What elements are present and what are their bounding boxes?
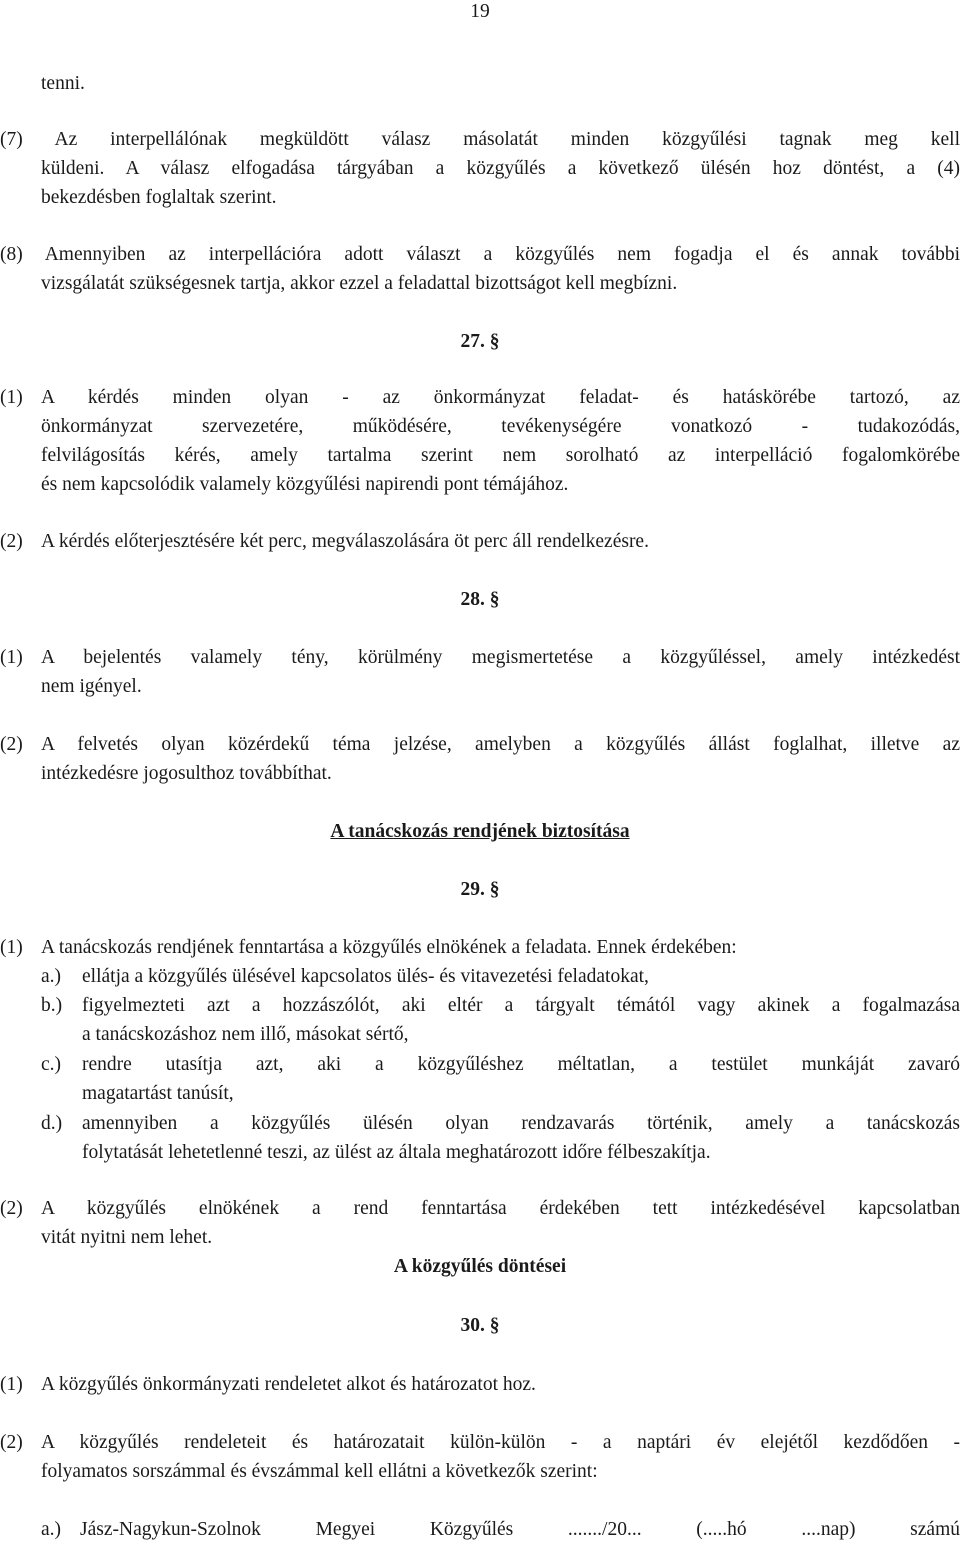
paragraph-marker: (1) — [0, 1374, 23, 1395]
subtitle: A közgyűlés döntései — [393, 1256, 567, 1277]
list-item-line: folytatását lehetetlenné teszi, az ülést az általa meghatározott időre félbeszakítja. — [82, 1142, 711, 1163]
paragraph-line: (8) Amennyiben az interpellációra adott választ a közgyűlés nem fogadja el és annak további — [0, 244, 960, 265]
paragraph-line: tenni. — [41, 73, 85, 94]
subtitle: A tanácskozás rendjének biztosítása — [330, 821, 630, 842]
paragraph-line: vitát nyitni nem lehet. — [41, 1227, 213, 1248]
paragraph-marker: (2) — [0, 1198, 23, 1219]
list-item-line: magatartást tanúsít, — [82, 1083, 234, 1104]
list-marker: d.) — [41, 1113, 63, 1134]
paragraph-line: A közgyűlés rendeleteit és határozatait külön-külön - a naptári év elejétől kezdődően - — [41, 1432, 960, 1453]
paragraph-line: A felvetés olyan közérdekű téma jelzése, amelyben a közgyűlés állást foglalhat, illetve az — [41, 734, 960, 755]
paragraph-marker: (2) — [0, 734, 23, 755]
section-heading-30: 30. § — [460, 1315, 500, 1336]
list-item-line: ellátja a közgyűlés ülésével kapcsolatos ülés- és vitavezetési feladatokat, — [82, 966, 649, 987]
paragraph-line: bekezdésben foglaltak szerint. — [41, 187, 277, 208]
paragraph-line: A tanácskozás rendjének fenntartása a közgyűlés elnökének a feladata. Ennek érdekében: — [41, 937, 737, 958]
paragraph-line: vizsgálatát szükségesnek tartja, akkor ezzel a feladattal bizottságot kell megbízni. — [41, 273, 678, 294]
paragraph-marker: (2) — [0, 531, 23, 552]
section-heading-29: 29. § — [460, 879, 500, 900]
paragraph-line: és nem kapcsolódik valamely közgyűlési napirendi pont témájához. — [41, 474, 569, 495]
list-marker: a.) — [41, 966, 62, 987]
list-item-line: rendre utasítja azt, aki a közgyűléshez méltatlan, a testület munkáját zavaró — [82, 1054, 960, 1075]
paragraph-marker: (2) — [0, 1432, 23, 1453]
list-marker: c.) — [41, 1054, 62, 1075]
paragraph-line: A közgyűlés önkormányzati rendeletet alkot és határozatot hoz. — [41, 1374, 536, 1395]
paragraph-line: (7) Az interpellálónak megküldött válasz másolatát minden közgyűlési tagnak meg kell — [0, 129, 960, 150]
section-heading-27: 27. § — [460, 331, 500, 352]
section-heading-28: 28. § — [460, 589, 500, 610]
paragraph-marker: (1) — [0, 937, 23, 958]
page-number: 19 — [470, 1, 490, 22]
list-item-line: amennyiben a közgyűlés ülésén olyan rendzavarás történik, amely a tanácskozás — [82, 1113, 960, 1134]
paragraph-line: küldeni. A válasz elfogadása tárgyában a közgyűlés a következő ülésén hoz döntést, a (4) — [41, 158, 960, 179]
paragraph-line: A közgyűlés elnökének a rend fenntartása érdekében tett intézkedésével kapcsolatban — [41, 1198, 960, 1219]
paragraph-line: önkormányzat szervezetére, működésére, tevékenységére vonatkozó - tudakozódás, — [41, 416, 960, 437]
paragraph-marker: (1) — [0, 647, 23, 668]
paragraph-line: A kérdés minden olyan - az önkormányzat feladat- és hatáskörébe tartozó, az — [41, 387, 960, 408]
list-item-line: a tanácskozáshoz nem illő, másokat sértő, — [82, 1024, 409, 1045]
paragraph-line: nem igényel. — [41, 676, 142, 697]
paragraph-line: A bejelentés valamely tény, körülmény megismertetése a közgyűléssel, amely intézkedést — [41, 647, 960, 668]
paragraph-line: folyamatos sorszámmal és évszámmal kell ellátni a következők szerint: — [41, 1461, 598, 1482]
paragraph-line: felvilágosítás kérés, amely tartalma szerint nem sorolható az interpelláció fogalomkörébe — [41, 445, 960, 466]
paragraph-line: A kérdés előterjesztésére két perc, megválaszolására öt perc áll rendelkezésre. — [41, 531, 649, 552]
list-item-line: Jász-Nagykun-Szolnok Megyei Közgyűlés ......./20... (.....hó ....nap) számú — [80, 1519, 960, 1540]
paragraph-line: intézkedésre jogosulthoz továbbíthat. — [41, 763, 332, 784]
list-marker: b.) — [41, 995, 63, 1016]
paragraph-marker: (1) — [0, 387, 23, 408]
list-marker: a.) — [41, 1519, 62, 1540]
list-item-line: figyelmezteti azt a hozzászólót, aki eltér a tárgyalt témától vagy akinek a fogalmazása — [82, 995, 960, 1016]
